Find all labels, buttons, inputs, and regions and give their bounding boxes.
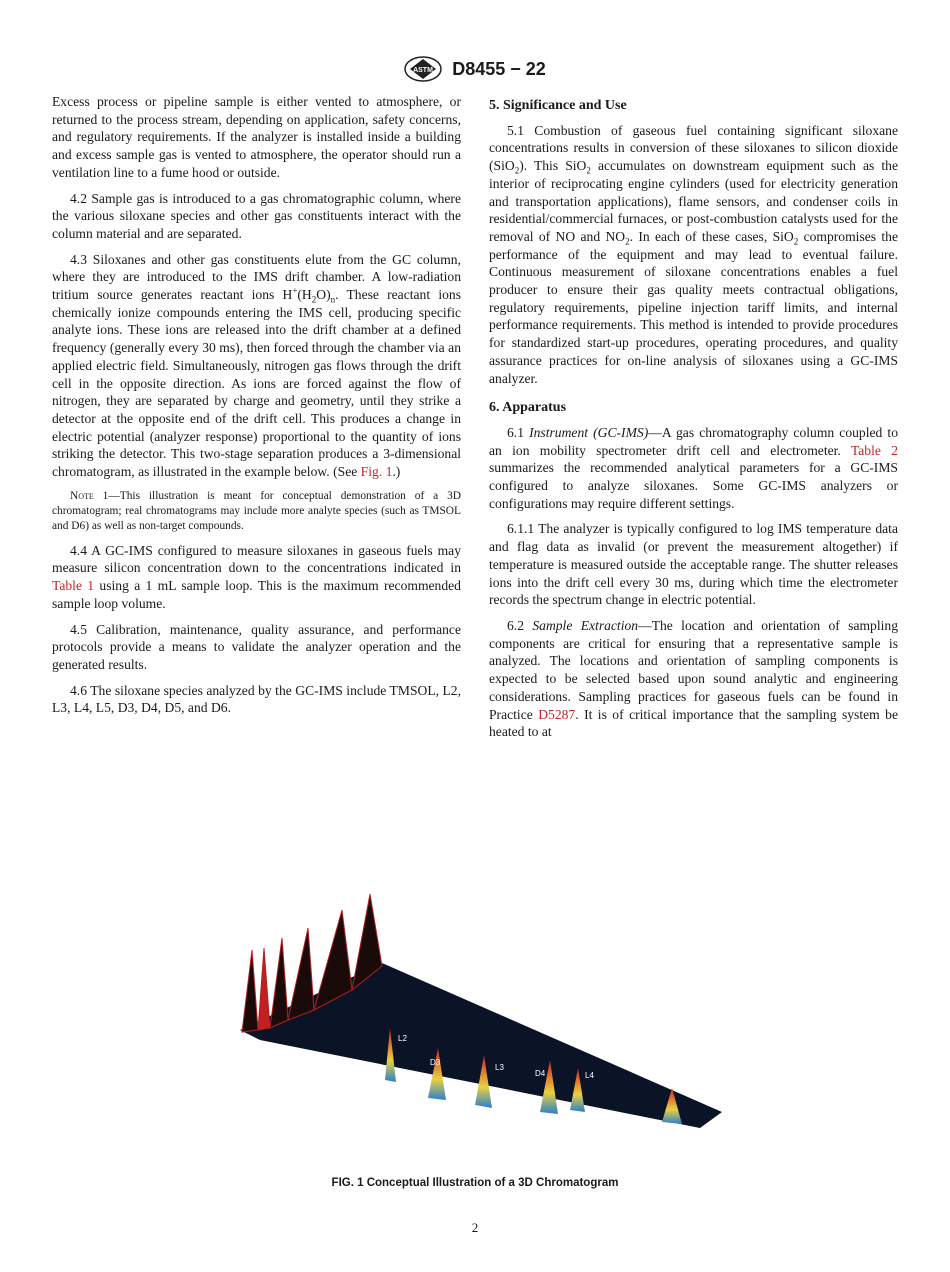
page-header (0, 56, 950, 82)
text: 4.3 Siloxanes and other gas constituents elute from the GC column, where they are introduced to the IMS drift chamber. A low-radiation tritium source generates reactant ions H (52, 251, 461, 303)
peak-label-l4: L4 (585, 1071, 594, 1080)
paragraph-4-5: 4.5 Calibration, maintenance, quality assurance, and performance protocols provide a means to validate the analyzer operation and the generated results. (52, 621, 461, 672)
d5287-link[interactable]: D5287 (538, 706, 576, 722)
paragraph-6-1 (489, 424, 898, 513)
paragraph-4-4 (52, 542, 461, 613)
figure-caption: FIG. 1 Conceptual Illustration of a 3D Chromatogram (331, 1177, 619, 1189)
chromatogram-image (230, 880, 730, 1150)
text: —A gas chromatography column coupled to an ion mobility spectrometer drift cell and electrometer. (489, 424, 898, 458)
paragraph-4-1-continued: Excess process or pipeline sample is either vented to atmosphere, or returned to the process stream, depending on application, safety concerns, and regulatory requirements. If the analyzer is installed inside a building and excess sample gas is vented to atmosphere, the operator should run a ventilation line to a fume hood or outside. (52, 94, 461, 180)
paragraph-4-6: 4.6 The siloxane species analyzed by the GC-IMS include TMSOL, L2, L3, L4, L5, D3, D4, D5, and D6. (52, 682, 461, 716)
document-id: D8455 − 22 (452, 58, 546, 79)
table-1-link[interactable]: Table 1 (52, 578, 95, 594)
paragraph-5-1 (489, 122, 898, 388)
left-column (52, 93, 461, 725)
subscript: 2 (793, 236, 799, 247)
section-heading-6: 6. Apparatus (489, 400, 567, 416)
text: 6.1 (507, 424, 530, 440)
text: accumulates on downstream equipment such as the interior of reciprocating engine cylinders (used for electricity generation and transportation applications), flame sensors, and condenser coils in residential/commercial furnaces, or post-combustion catalysts used for the removal of NO and NO (489, 158, 898, 244)
term: Instrument (GC-IMS) (529, 424, 649, 440)
text: . It is of critical importance that the sampling system be heated to at (489, 706, 898, 740)
subscript: 2 (514, 165, 520, 176)
text: ). This SiO (519, 158, 587, 174)
paragraph-4-2: 4.2 Sample gas is introduced to a gas chromatographic column, where the various siloxane species and other gas constituents interact with the column material and are separated. (52, 190, 461, 241)
svg-text:ASTM: ASTM (413, 67, 434, 74)
subscript: n (330, 294, 336, 305)
text: O) (316, 287, 331, 303)
superscript: + (292, 285, 298, 296)
text: using a 1 mL sample loop. This is the maximum recommended sample loop volume. (52, 578, 461, 611)
right-column (489, 93, 898, 749)
table-2-link[interactable]: Table 2 (850, 442, 898, 458)
section-heading-5: 5. Significance and Use (489, 98, 627, 113)
paragraph-4-3 (52, 251, 461, 481)
figure-3d-chromatogram (230, 880, 730, 1150)
peak-label-d5: D5 (675, 1076, 686, 1085)
note-label: Note 1 (70, 489, 109, 502)
paragraph-6-1-1: 6.1.1 The analyzer is typically configured to log IMS temperature data and flag data as invalid (or prevent the measurement altogether) if temperature is measured outside the acceptable range. The shutter releases ions into the drift cell every 30 ms, during which time the electrometer records the spectrum change in electric potential. (489, 521, 898, 608)
text: 5.1 Combustion of gaseous fuel containing significant siloxane concentrations results in conversion of these siloxanes to silicon dioxide (SiO (489, 122, 898, 174)
peak-label-d3: D3 (430, 1058, 441, 1067)
peak-label-l2: L2 (398, 1034, 407, 1043)
term: Sample Extraction (532, 617, 639, 633)
text: (H (297, 287, 312, 303)
text: 4.4 A GC-IMS configured to measure siloxanes in gaseous fuels may measure silicon concentration down to the concentrations indicated in (52, 542, 461, 576)
text: compromises the performance of the equipment and may lead to eventual failure. Continuous measurement of siloxane concentrations enables a fuel producer to ensure their gas quality meets contractual obligations, regulatory requirements, pipeline injection tariff limits, and internal performance requirements. This method is intended to provide procedures for standardized start-up procedures, operating procedures, and quality assurance practices for on-line analysis of siloxanes using a GC-IMS analyzer. (489, 228, 898, 386)
astm-logo-icon (404, 56, 442, 82)
text: . In each of these cases, SiO (629, 228, 794, 244)
text: —The location and orientation of sampling components are critical for ensuring that a representative sample is analyzed. The locations and orientation of sampling components is expected to be selected based upon sound analytic and engineering considerations. Sampling practices for gaseous fuels can be found in Practice (489, 617, 898, 722)
text: summarizes the recommended analytical parameters for a GC-IMS configured to analyze siloxanes. Some GC-IMS analyzers or configurations may require different settings. (489, 460, 898, 511)
text: .) (392, 464, 401, 480)
text: 6.2 (507, 617, 533, 633)
fig-1-link[interactable]: Fig. 1 (360, 464, 393, 480)
peak-label-d4: D4 (535, 1069, 546, 1078)
page-number: 2 (471, 1220, 479, 1235)
peak-label-l3: L3 (495, 1063, 504, 1072)
subscript: 2 (625, 236, 630, 247)
note-1 (52, 489, 461, 534)
paragraph-6-2 (489, 617, 898, 741)
text: . These reactant ions chemically ionize compounds entering the IMS cell, producing specific analyte ions. These ions are released into the drift chamber at a defined frequency (generally every 30 ms), then forced through the chamber via an applied electric field. Simultaneously, nitrogen gas flows through the drift cell in the opposite direction. As ions are forced against the flow of nitrogen, they are separated by charge and geometry, until they strike a detector at the opposite end of the drift cell. This produces a change in electric potential (analyzer response) proportional to the quantity of ions striking the detector. This two-stage separation produces a 3-dimensional chromatogram, as illustrated in the example below. (See (52, 287, 461, 480)
subscript: 2 (586, 165, 591, 176)
note-text: —This illustration is meant for conceptual demonstration of a 3D chromatogram; real chromatograms may include more analyte species (such as TMSOL and D6) as well as non-target compounds. (52, 489, 461, 532)
subscript: 2 (311, 294, 317, 305)
